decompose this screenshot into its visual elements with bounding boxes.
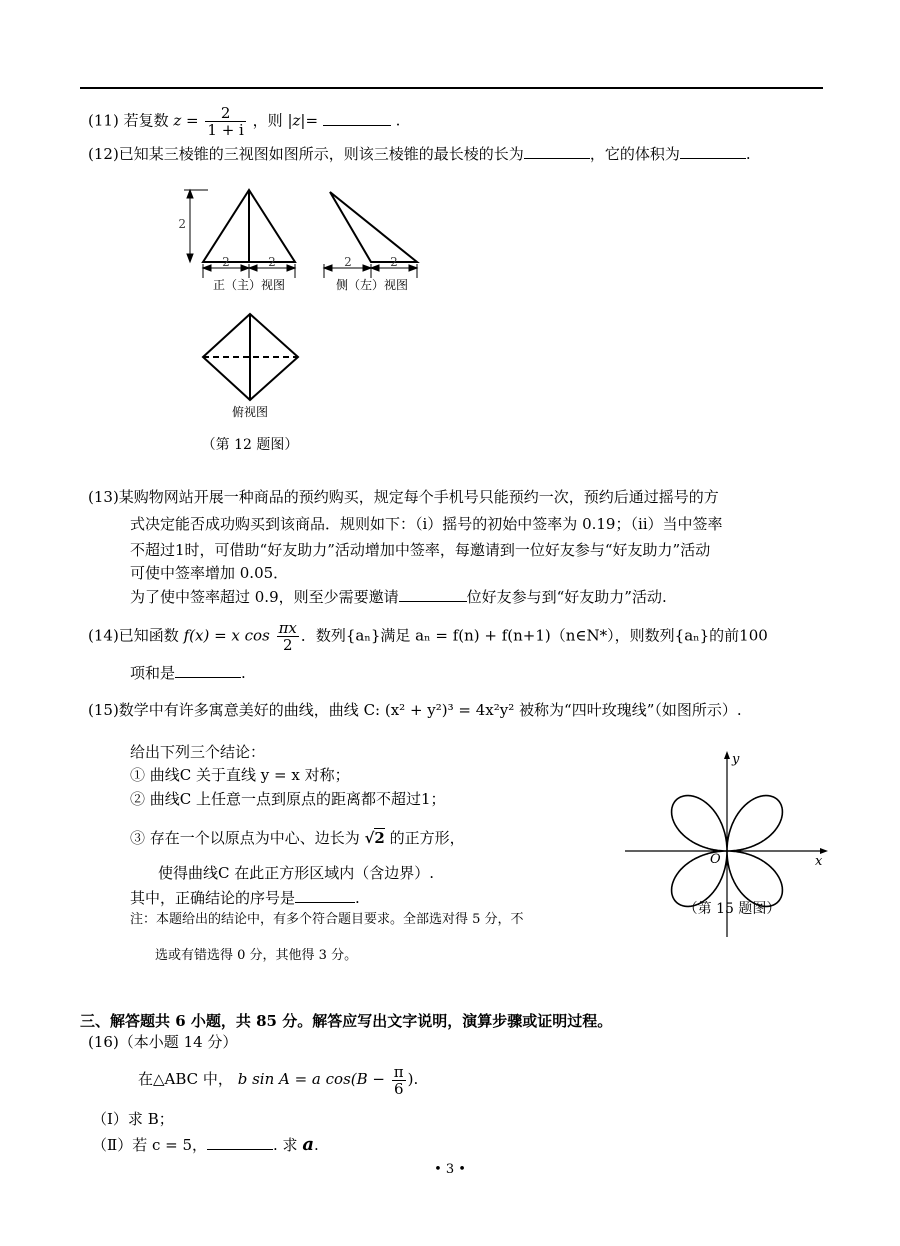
question-15-line-2 bbox=[130, 742, 265, 762]
q16-part-2b: . 求 bbox=[273, 1136, 298, 1154]
question-13-line-4 bbox=[130, 563, 288, 583]
question-16-part-1 bbox=[92, 1109, 174, 1129]
q14-number: (14) bbox=[88, 626, 119, 645]
q11-answer-blank[interactable] bbox=[323, 110, 391, 126]
q14-frac-den: 2 bbox=[282, 636, 293, 654]
q14-end: . bbox=[241, 664, 246, 682]
q16-number: (16) bbox=[88, 1033, 119, 1051]
q11-text-a: 若复数 bbox=[123, 111, 169, 130]
q13-number: (13) bbox=[88, 488, 119, 506]
q16-stmt-a: 在△ABC 中， bbox=[138, 1070, 233, 1088]
q14-function: f(x) = x cos bbox=[183, 626, 270, 645]
q16-fraction bbox=[392, 1064, 406, 1097]
question-16-statement bbox=[138, 1062, 418, 1097]
dim-side-1: 2 bbox=[344, 255, 352, 269]
question-15-conclusion-1 bbox=[130, 765, 350, 785]
fig15-y-label: y bbox=[732, 752, 740, 767]
top-view bbox=[203, 314, 298, 400]
q16-frac-den: 6 bbox=[393, 1079, 404, 1098]
q16-answer-blank[interactable] bbox=[207, 1134, 273, 1150]
question-16-header bbox=[88, 1032, 237, 1052]
q16-part-1-text: （Ⅰ）求 B； bbox=[92, 1110, 174, 1128]
q14-text-1: 已知函数 bbox=[118, 626, 179, 645]
question-15-conclusion-2 bbox=[130, 789, 446, 809]
question-15-conclusion-3-cont bbox=[158, 863, 434, 883]
figure-15-four-leaf-rose bbox=[620, 745, 835, 940]
q11-frac-num: 2 bbox=[205, 105, 245, 122]
question-16-part-2 bbox=[92, 1134, 319, 1155]
q15-text-1: 数学中有许多寓意美好的曲线，曲线 C: (x² + y²)³ = 4x²y² 被称为“四叶玫瑰线”（如图所示）. bbox=[118, 701, 742, 719]
q14-fraction bbox=[277, 620, 299, 653]
q15-conclusion-1-text: ① 曲线C 关于直线 y = x 对称； bbox=[130, 766, 350, 784]
q13-text-5a: 为了使中签率超过 0.9，则至少需要邀请 bbox=[130, 588, 399, 606]
top-view-label: 俯视图 bbox=[231, 405, 269, 419]
q14-text-3: 项和是 bbox=[130, 664, 176, 682]
figure-12-three-views bbox=[170, 180, 440, 460]
q16-part-2d: . bbox=[314, 1136, 319, 1154]
q11-frac-den: 1 + i bbox=[207, 121, 244, 139]
q12-number: (12) bbox=[88, 145, 119, 163]
question-11: (11) 若复数 z = $\frac{2}{1 + i}$ ，则 |z|= . bbox=[88, 104, 401, 139]
q13-text-5b: 位好友参与到“好友助力”活动. bbox=[466, 588, 667, 606]
dim-front-2: 2 bbox=[268, 255, 276, 269]
q13-text-2: 式决定能否成功购买到该商品．规则如下：（ⅰ）摇号的初始中签率为 0.19；（ⅱ）当中签率 bbox=[130, 515, 723, 533]
question-14 bbox=[88, 620, 768, 653]
q12-text: 已知某三棱锥的三视图如图所示，则该三棱锥的最长棱的长为 bbox=[118, 145, 524, 163]
q12-answer-blank-2[interactable] bbox=[680, 143, 746, 159]
section-3-text: 三、解答题共 6 小题，共 85 分。解答应写出文字说明，演算步骤或证明过程。 bbox=[80, 1012, 613, 1030]
side-view bbox=[330, 192, 417, 262]
q12-end: . bbox=[745, 145, 751, 163]
figure-12-caption: （第 12 题图） bbox=[201, 437, 299, 453]
question-15-line-1 bbox=[88, 700, 742, 720]
q16-subtitle: （本小题 14 分） bbox=[118, 1033, 238, 1051]
dim-height: 2 bbox=[178, 217, 186, 231]
q14-text-2: ．数列{aₙ}满足 aₙ = f(n) + f(n+1)（n∈N*），则数列{aₙ}的前100 bbox=[300, 626, 768, 645]
question-15-note-2 bbox=[155, 946, 357, 966]
q16-frac-num: π bbox=[393, 1062, 404, 1081]
q11-end: . bbox=[395, 111, 401, 130]
q11-number: (11) bbox=[88, 111, 119, 130]
side-view-label: 侧（左）视图 bbox=[335, 278, 409, 292]
question-13-line-5 bbox=[130, 586, 667, 607]
q13-answer-blank[interactable] bbox=[399, 586, 467, 602]
q13-text-4: 可使中签率增加 0.05． bbox=[130, 564, 289, 582]
q16-part-2a: （Ⅱ）若 c = 5， bbox=[92, 1136, 208, 1154]
q15-end: . bbox=[355, 889, 360, 907]
q15-conclusion-3a: ③ 存在一个以原点为中心、边长为 bbox=[130, 829, 360, 847]
q15-number: (15) bbox=[88, 701, 119, 719]
page-number-text: • 3 • bbox=[434, 1162, 466, 1177]
q14-frac-num: πx bbox=[278, 619, 297, 637]
question-13-line-1 bbox=[88, 487, 719, 507]
q12-mid: ，它的体积为 bbox=[589, 145, 680, 163]
front-view-label: 正（主）视图 bbox=[212, 278, 286, 292]
page-number bbox=[0, 1160, 900, 1180]
q15-answer-blank[interactable] bbox=[295, 887, 355, 903]
q15-note-2-text: 选或有错选得 0 分，其他得 3 分。 bbox=[155, 948, 358, 963]
q12-answer-blank-1[interactable] bbox=[524, 143, 590, 159]
fig15-x-label: x bbox=[815, 854, 823, 869]
fig15-origin-label: O bbox=[710, 852, 721, 867]
q15-note-1-text: 注：本题给出的结论中，有多个符合题目要求。全部选对得 5 分，不 bbox=[130, 912, 524, 927]
q11-fraction bbox=[205, 105, 245, 138]
q15-conclusion-3c: 使得曲线C 在此正方形区域内（含边界）. bbox=[158, 864, 435, 882]
q15-conclusion-3b: 的正方形， bbox=[389, 829, 465, 847]
q15-sqrt-value: 2 bbox=[374, 829, 385, 847]
question-14-line-2 bbox=[130, 662, 246, 683]
dim-side-2: 2 bbox=[390, 255, 398, 269]
q15-text-6: 其中，正确结论的序号是 bbox=[130, 889, 296, 907]
front-view bbox=[203, 190, 295, 262]
question-13-line-3 bbox=[130, 540, 710, 560]
q15-conclusion-2-text: ② 曲线C 上任意一点到原点的距离都不超过1； bbox=[130, 790, 446, 808]
fig15-caption: （第 15 题图） bbox=[683, 901, 781, 917]
q16-part-2c: a bbox=[302, 1134, 315, 1155]
section-3-title bbox=[80, 1011, 612, 1031]
q14-answer-blank[interactable] bbox=[175, 662, 241, 678]
q16-stmt-c: ). bbox=[407, 1070, 419, 1088]
question-15-note-1 bbox=[130, 910, 524, 930]
dim-front-1: 2 bbox=[222, 255, 230, 269]
top-rule bbox=[80, 87, 823, 89]
question-15-answer-line bbox=[130, 887, 360, 908]
q13-text-1: 某购物网站开展一种商品的预约购买，规定每个手机号只能预约一次，预约后通过摇号的方 bbox=[118, 488, 719, 506]
q11-abs-z: |z|= bbox=[287, 111, 319, 130]
sqrt-symbol: √ bbox=[364, 829, 375, 847]
q13-text-3: 不超过1时，可借助“好友助力”活动增加中签率，每邀请到一位好友参与“好友助力”活动 bbox=[130, 541, 711, 559]
question-12 bbox=[88, 143, 751, 164]
q11-text-b: ，则 bbox=[252, 111, 283, 130]
q15-text-2: 给出下列三个结论： bbox=[130, 743, 266, 761]
question-15-conclusion-3 bbox=[130, 828, 465, 848]
question-13-line-2 bbox=[130, 514, 723, 534]
q16-stmt-b: b sin A = a cos(B − bbox=[237, 1070, 385, 1088]
